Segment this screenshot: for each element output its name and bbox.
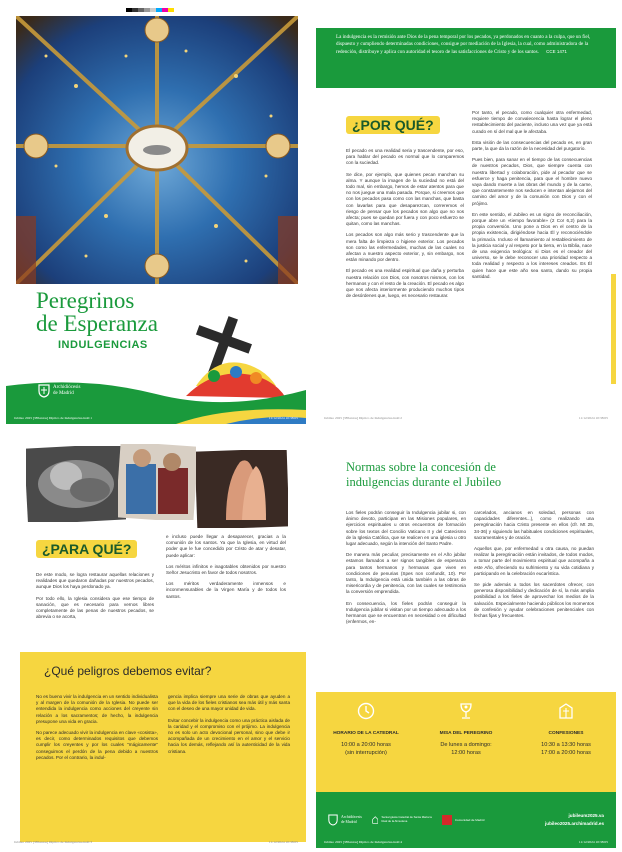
paragraph: Aquellos que, por enfermedad u otra causa, no puedan realizar la peregrinación están invitados, de todos modos, a tomar parte del movimiento espiritual que acompaña a este Año, ofreciendo su sufrimiento y su vida cotidiana y participando en la celebración eucarística.	[474, 546, 594, 576]
info-title: HORARIO DE LA CATEDRAL	[333, 731, 399, 736]
paragraph: No es bueno vivir la indulgencia en un sentido individualista y al margen de la comunión de la Iglesia. No puede ser entendida la indulgencia como acciones del creyente sin relación a los sacramentos; de hecho, la indulgencia presupone una vida en gracia.	[36, 694, 158, 724]
logo-text: Santa Iglesia Catedral de Santa María la Real de la Almudena	[381, 815, 432, 823]
column-1	[346, 148, 464, 304]
confession-icon	[557, 702, 575, 720]
star-flag-icon	[442, 815, 452, 825]
normas-heading	[346, 460, 501, 490]
page-footer	[324, 416, 608, 420]
page-cover	[6, 6, 306, 424]
shield-icon	[38, 384, 50, 398]
paragraph: No parece adecuado vivir la indulgencia en clave «cosista», es decir, como determinados requisitos que debemos cumplir los creyentes y por los cuales "mágicamente" conseguimos el perdón de la pena debido a nuestros pecados. Por el contrario, la indul-	[36, 730, 158, 760]
links	[545, 812, 604, 828]
dangers-heading: ¿Qué peligros debemos evitar?	[44, 664, 212, 678]
dangers-box	[20, 652, 306, 842]
clock-icon	[357, 702, 375, 720]
paragraph: Se dice, por ejemplo, que quienes pecan manchan su alma. Y aunque la imagen de la suciedad no está del todo mal, sin embargo, hemos de estar atentos para que no nos juegue una mala pasada. Porque, si creemos que con los pecados pasa como con las manchas, que basta con lavarlas para que desaparezcan, correremos el riesgo de pensar que los pecados son algo que no nos afecta; pues se quedan por fuera y con poco esfuerzo se quitan, como las manchas.	[346, 171, 464, 227]
page-para-que	[6, 430, 306, 848]
photo-pilgrims	[118, 444, 196, 520]
paragraph: El pecado es una realidad seria y trascendente, por eso, para hablar del pecado es normal que lo comparemos con la suciedad.	[346, 148, 464, 166]
column-2	[472, 110, 592, 285]
column-2	[166, 534, 286, 605]
title-line-2: de Esperanza	[36, 311, 158, 336]
footer-right: 11/12/2024 10:38:05	[268, 416, 298, 420]
column-1	[36, 572, 154, 625]
footer-right: 11/12/2024 10:38:05	[578, 416, 608, 420]
paragraph: Se pide además a todos los sacerdotes ofrecer, con generosa disponibilidad y dedicación de sí, la más amplia posibilidad a los fieles de aprovechar los medios de la salvación. Especialmente haciendo públicos los momentos de confesión y ayudar celebraciones penitenciales con fechas fijas y frecuentes.	[474, 582, 594, 619]
paragraph: Esta visión de las consecuencias del pecado es, en gran parte, la que da la razón de la necesidad del purgatorio.	[472, 139, 592, 152]
photo-praying-hands	[196, 450, 288, 528]
section-heading	[36, 540, 137, 559]
page-por-que	[316, 6, 616, 424]
archdiocese-logo	[38, 384, 81, 398]
info-cathedral-hours	[321, 702, 411, 792]
logo-line: Archidiócesis	[341, 815, 362, 819]
page-normas	[316, 430, 616, 848]
cathedral-icon	[372, 814, 379, 826]
logo-text: Comunidad de Madrid	[454, 818, 485, 822]
title-line-1: Peregrinos	[36, 288, 135, 313]
info-line: De lunes a domingo:	[440, 742, 492, 748]
page-footer	[14, 840, 298, 844]
chalice-icon	[457, 702, 475, 720]
archdiocese-logo	[328, 814, 362, 826]
cover-title	[36, 289, 158, 335]
info-confessions	[521, 702, 611, 792]
footer-right: 11/12/2024 10:38:05	[268, 840, 298, 844]
shield-icon	[328, 814, 338, 826]
info-line: 10:30 a 13:30 horas	[541, 742, 591, 748]
paragraph: Pues bien, para sanar en el tiempo de las consecuencias de nuestros pecados, Dios, que siempre cuenta con nuestra libertad y colaboración, pide al pecador que se esfuerce y haga penitencia, para que el hombre nuevo vaya dando muerte a las obras del mundo y de la carne, que constantemente nos seducen e intentan alejarnos del camino del amor y de la comunión con Dios y con el prójimo.	[472, 157, 592, 206]
paragraph: Los méritos infinitos e inagotables obtenidos por nuestro Señor Jesucristo en favor de todos nosotros.	[166, 563, 286, 576]
link-archimadrid[interactable]: jubileo2025.archimadrid.es	[545, 821, 604, 826]
photo-embrace	[26, 446, 126, 522]
paragraph: De este modo, se logra restaurar aquellas relaciones y realidades que quedaron dañadas por nuestros pecados, aunque Dios los haya perdonado ya.	[36, 572, 154, 590]
link-jubileum[interactable]: jubileum2025.va	[568, 813, 604, 818]
dangers-column-2	[168, 694, 290, 766]
intro-text: La indulgencia es la remisión ante Dios de la pena temporal por los pecados, ya perdonados en cuanto a la culpa, que un fiel, dispuesto y cumpliendo determinadas condiciones, consigue por mediación de la Iglesia, la cual, como administradora de la redención, distribuye y aplica con autoridad el tesoro de las satisfacciones de Cristo y de los santos.	[336, 34, 591, 55]
info-line: 10:00 a 20:00 horas	[341, 742, 391, 748]
footer-left: Jubileo 2025 [38Santos] Díptico de Indulgencias.indd 1	[14, 416, 93, 420]
intro-ref: CCE 1471	[546, 49, 567, 54]
dangers-column-1	[36, 694, 158, 766]
paragraph: En consecuencia, los fieles podrán conseguir la Indulgencia jubilar si visitan por un tiempo adecuado a los hermanos que se encuentran en necesidad o en dificultad (enfermos, en-	[346, 600, 466, 625]
column-2	[474, 510, 594, 624]
paragraph: gencia implica siempre una serie de obras que ayuden a que la vida de los fieles cristianos sea más útil y más santa con el deseo de una mayor unidad de vida.	[168, 694, 290, 712]
column-1	[346, 510, 466, 630]
footer-right: 11/12/2024 10:38:05	[578, 840, 608, 844]
paragraph: De manera más peculiar, precisamente en el Año jubilar estamos llamados a ser signos tangibles de esperanza para tantos hermanos y hermanas que viven en condiciones de penurias (Spes non confundit, 10). Por tanto, la Indulgencia está unida también a las obras de misericordia y de penitencia, con las cuales se testimonia la conversión emprendida.	[346, 552, 466, 595]
cathedral-dome-image	[16, 16, 298, 284]
paragraph: Evitar concebir la indulgencia como una práctica aislada de la caridad y el compromiso con el prójimo. La indulgencia no es solo un acto devocional personal, sino que debe ir acompañada de un crecimiento en el amor y el servicio hacia los demás, reflejando así la autenticidad de la vida cristiana.	[168, 717, 290, 754]
footer-left: Jubileo 2025 [38Santos] Díptico de Indulgencias.indd 2	[324, 416, 403, 420]
section-heading	[346, 116, 440, 135]
heading-por-que: ¿POR QUÉ?	[346, 116, 440, 134]
heading-line-1: Normas sobre la concesión de	[346, 460, 496, 474]
page-footer	[14, 416, 298, 420]
paragraph: Los méritos verdaderamente inmensos e inconmensurables de la Virgen María y de todos los santos.	[166, 581, 286, 599]
paragraph: Por tanto, el pecado, como cualquier otra enfermedad, requiere tiempo de convalecencia hasta lograr el pleno restablecimiento del paciente, incluso una vez que ya está curado en sí del mal que le afectaba.	[472, 110, 592, 134]
paragraph: e incluso puede llegar a desaparecer, gracias a la comunión de los santos. Ya que la Iglesia, en virtud del poder que le fue concedido por Cristo de atar y desatar, puede aplicar:	[166, 534, 286, 558]
cathedral-logo	[372, 814, 432, 826]
logo-line: de Madrid	[341, 820, 357, 824]
footer-left: Jubileo 2025 [38Santos] Díptico de Indulgencias.indd 4	[324, 840, 403, 844]
intro-banner	[316, 28, 616, 88]
org-line-2: de Madrid	[53, 391, 74, 396]
color-bar	[126, 8, 174, 12]
heading-para-que: ¿PARA QUÉ?	[36, 540, 137, 558]
heading-line-2: indulgencias durante el Jubileo	[346, 475, 502, 489]
paragraph: carcelados, ancianos en soledad, personas con capacidades diferentes...), como realizando una peregrinación hacia Cristo presente en ellos (cfr. Mt 25, 34-36) y siguiendo las habituales condiciones espirituales, sacramentales y de oración.	[474, 510, 594, 540]
footer-left: Jubileo 2025 [38Santos] Díptico de Indulgencias.indd 3	[14, 840, 93, 844]
info-line: 17:00 a 20:00 horas	[541, 750, 591, 756]
paragraph: El pecado es una realidad espiritual que daña y perturba nuestra relación con Dios, con nosotros mismos, con los hermanos y con el resto de la creación. El pecado es algo que nos afecta interiormente produciendo muchos tipos de desórdenes que, luego, es necesario restaurar.	[346, 268, 464, 299]
side-accent	[611, 274, 616, 384]
cover-subtitle: INDULGENCIAS	[58, 339, 148, 351]
paragraph: Por todo ello, la Iglesia considera que ese tiempo de sanación, que es necesario para vernos libres completamente de las penas de nuestros pecados, se abrevia o se acorta,	[36, 595, 154, 620]
paragraph: En este sentido, el Jubileo es un signo de reconciliación, porque abre un «tiempo favorable» (2 Cor 6,2) para la propia conversión. Uno pone a Dios en el centro de la propia existencia, dirigiéndose hacia Él y reconociéndole la primacía. Incluso el llamamiento al restablecimiento de la justicia social y al respeto por la tierra, en la Biblia, nace de una exigencia teológica: si Dios es el creador del universo, se le debe reconocer una prioridad respecto a toda realidad y respecto a los intereses creados. Es Él quien hace que este año sea santo, dando su propia santidad.	[472, 211, 592, 279]
comunidad-logo	[442, 815, 496, 825]
info-pilgrim-mass	[421, 702, 511, 792]
info-title: CONFESIONES	[548, 731, 584, 736]
paragraph: Los pecados son algo más serio y trascendente que la mera falta de limpieza o higiene exterior. Los pecados son como las enfermedades, muchas de las cuales no afectan a nuestro aspecto exterior, y, sin embargo, nos están minando por dentro.	[346, 232, 464, 263]
info-line: 12:00 horas	[451, 750, 481, 756]
page-footer	[324, 840, 608, 844]
info-banner	[316, 692, 616, 792]
paragraph: Los fieles podrán conseguir la Indulgencia jubilar si, con ánimo devoto, participan en las Misiones populares, en ejercicios espirituales u otros encuentros de formación sobre los textos del Concilio Vaticano II y del Catecismo de la Iglesia Católica, que se realicen en una iglesia u otro lugar adecuado, según la intención del Santo Padre.	[346, 510, 466, 547]
org-line-1: Archidiócesis	[53, 385, 81, 390]
info-title: MISA DEL PEREGRINO	[439, 731, 493, 736]
info-line: (sin interrupción)	[345, 750, 387, 756]
